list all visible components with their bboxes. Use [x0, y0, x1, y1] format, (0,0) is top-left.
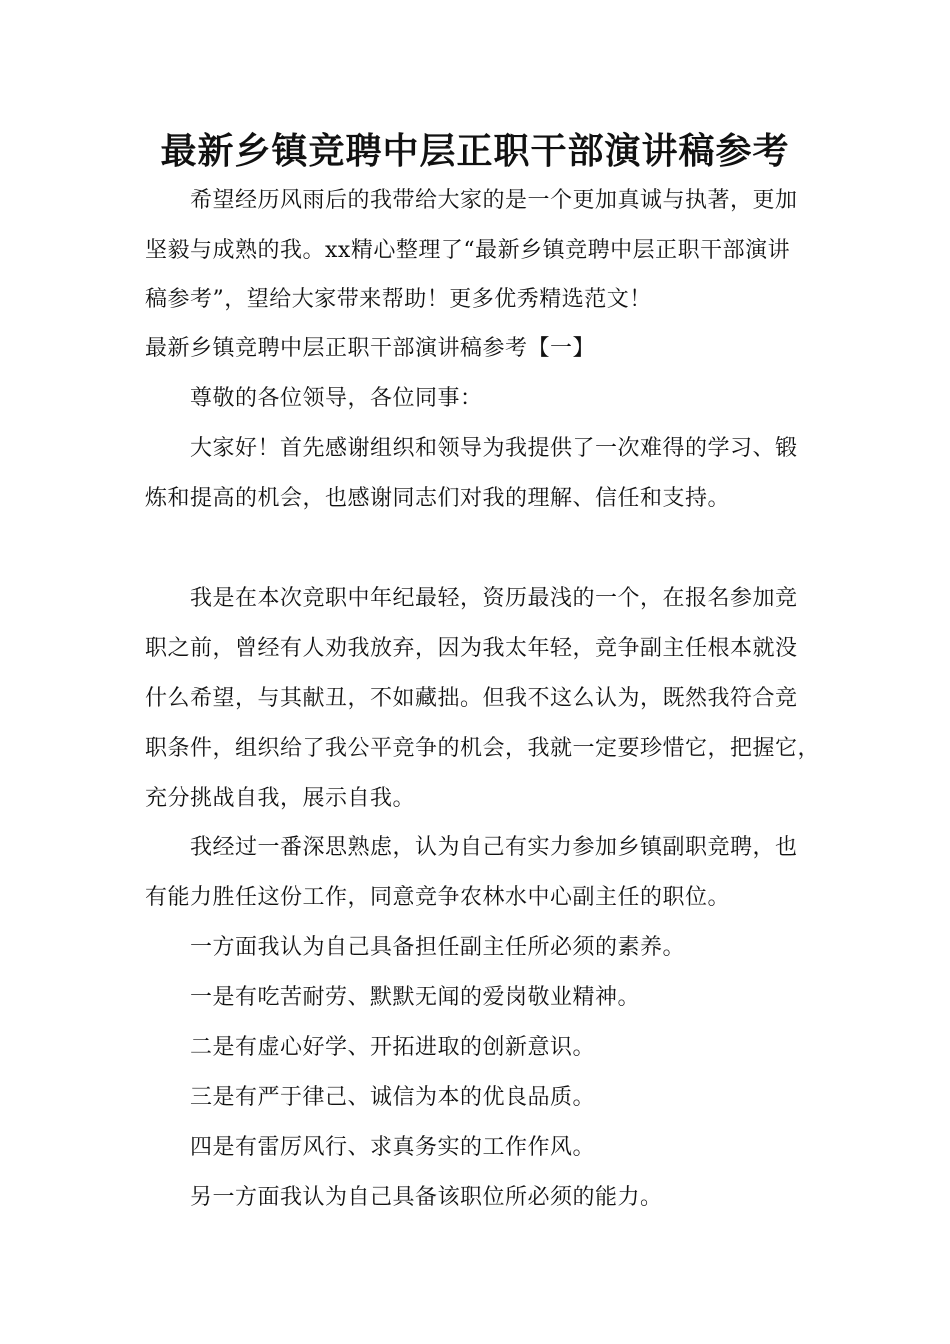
paragraph-line: 我经过一番深思熟虑，认为自己有实力参加乡镇副职竞聘，也: [190, 835, 798, 860]
paragraph-line: 大家好！首先感谢组织和领导为我提供了一次难得的学习、锻: [190, 436, 798, 461]
paragraph-line: 我是在本次竞职中年纪最轻，资历最浅的一个，在报名参加竞: [190, 586, 798, 611]
paragraph-line: 希望经历风雨后的我带给大家的是一个更加真诚与执著，更加: [190, 188, 798, 213]
paragraph-line: 稿参考”，望给大家带来帮助！更多优秀精选范文！: [145, 287, 652, 312]
paragraph-line: 炼和提高的机会，也感谢同志们对我的理解、信任和支持。: [145, 486, 731, 511]
list-item: 四是有雷厉风行、求真务实的工作作风。: [190, 1135, 596, 1160]
document-title: 最新乡镇竞聘中层正职干部演讲稿参考: [160, 131, 790, 172]
paragraph-line: 充分挑战自我，展示自我。: [145, 786, 416, 811]
paragraph-line: 另一方面我认为自己具备该职位所必须的能力。: [190, 1185, 663, 1210]
list-item: 三是有严于律己、诚信为本的优良品质。: [190, 1085, 596, 1110]
paragraph-line: 职条件，组织给了我公平竞争的机会，我就一定要珍惜它，把握它，: [145, 736, 821, 761]
paragraph-line: 有能力胜任这份工作，同意竞争农林水中心副主任的职位。: [145, 885, 731, 910]
paragraph-line: 职之前，曾经有人劝我放弃，因为我太年轻，竞争副主任根本就没: [145, 636, 798, 661]
paragraph-line: 坚毅与成熟的我。xx精心整理了“最新乡镇竞聘中层正职干部演讲: [145, 238, 791, 263]
list-item: 一是有吃苦耐劳、默默无闻的爱岗敬业精神。: [190, 985, 641, 1010]
list-item: 二是有虚心好学、开拓进取的创新意识。: [190, 1035, 596, 1060]
section-heading: 最新乡镇竞聘中层正职干部演讲稿参考【一】: [145, 336, 596, 361]
paragraph-line: 什么希望，与其献丑，不如藏拙。但我不这么认为，既然我符合竞: [145, 686, 798, 711]
salutation: 尊敬的各位领导，各位同事：: [190, 386, 483, 411]
paragraph-line: 一方面我认为自己具备担任副主任所必须的素养。: [190, 935, 686, 960]
